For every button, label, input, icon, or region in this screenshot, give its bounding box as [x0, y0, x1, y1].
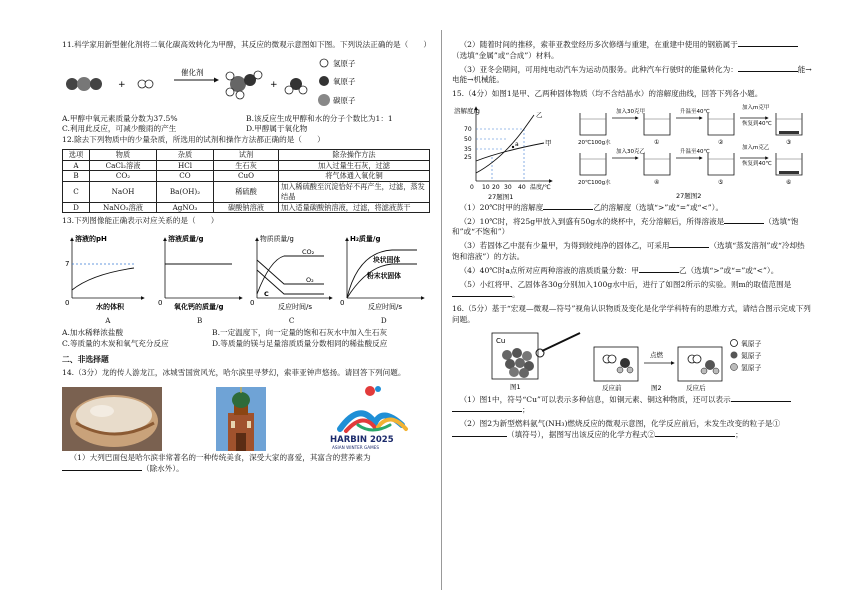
solubility-curve-figure [452, 103, 562, 201]
svg-text:升温至40℃: 升温至40℃ [680, 148, 710, 155]
svg-text:温度/℃: 温度/℃ [530, 183, 551, 191]
catalyst-label: 催化剂 [181, 67, 204, 77]
q13-options-2 [62, 339, 430, 350]
svg-text:反应前: 反应前 [602, 383, 622, 391]
svg-text:溶液的pH: 溶液的pH [75, 235, 107, 243]
svg-text:恢复到40℃: 恢复到40℃ [742, 120, 772, 127]
q14-sub1: （1）大列巴面包是哈尔滨非常著名的一种传统美食，深受大家的喜爱，其富含的营养素为（除水外）。 [62, 453, 430, 475]
plus-sign: + [270, 79, 278, 90]
table-row: A CaCl₂溶液 HCl 生石灰 加入过量生石灰，过滤 [63, 160, 430, 171]
svg-text:加入m克乙: 加入m克乙 [742, 144, 770, 151]
svg-text:加入30克乙: 加入30克乙 [616, 148, 645, 155]
q16-figure [452, 329, 812, 391]
svg-text:20℃100g水: 20℃100g水 [578, 139, 611, 146]
q15-sub1: （1）20℃时甲的溶解度 乙的溶解度（选填“>”或“=”或“<”）。 [459, 202, 724, 212]
atom-legend [318, 58, 356, 106]
section-2-heading: 二、非选择题 [62, 354, 109, 364]
q15-sub3: （3）若固体乙中混有少量甲，为得到较纯净的固体乙，可采用 （选填“蒸发溶剂”或“冷却热饱和溶液”）的方法。 [452, 241, 805, 262]
svg-text:50: 50 [464, 135, 472, 143]
svg-text:ASIAN WINTER GAMES: ASIAN WINTER GAMES [332, 445, 380, 451]
q13-option-c: C.等质量的木炭和氧气充分反应 [62, 338, 169, 348]
svg-text:氧原子: 氧原子 [741, 339, 762, 348]
q11-stem: 11.科学家用新型催化剂将二氧化碳高效转化为甲醇，其反应的微观示意图如下图。下列说法正确的是（ ） [62, 40, 431, 49]
svg-text:氧化钙的质量/g: 氧化钙的质量/g [174, 303, 224, 311]
q14-sub3: （3）亚冬会期间，可用纯电动汽车为运动员服务。此种汽车行驶时的能量转化为： 能→电能→机械能。 [452, 64, 812, 85]
svg-text:a: a [515, 140, 519, 148]
beaker-row-bottom [578, 143, 802, 186]
svg-text:③: ③ [786, 138, 792, 146]
svg-text:0: 0 [470, 183, 474, 191]
q11-option-a: A.甲醇中氧元素质量分数为37.5% [62, 113, 178, 123]
svg-text:加入30克甲: 加入30克甲 [616, 108, 645, 115]
svg-text:反应时间/s: 反应时间/s [368, 303, 403, 311]
svg-text:40: 40 [518, 183, 526, 191]
svg-text:O₂: O₂ [306, 276, 314, 284]
column-divider [441, 30, 442, 590]
co2-molecule [66, 77, 102, 91]
q14-sub2: （2）随着时间的推移，索菲亚教堂经历多次修缮与重建，在重建中使用的钢筋属于（选填“金属”或“合成”）材料。 [452, 40, 812, 62]
answer-blank[interactable] [62, 470, 142, 471]
graph-c [250, 234, 332, 311]
q16-sub1: （1）图1中，符号“Cu”可以表示多种信息，如铜元素、铜这种物质，还可以表示 ； [452, 395, 812, 417]
svg-text:CO₂: CO₂ [302, 248, 315, 256]
svg-text:20: 20 [492, 183, 500, 191]
ammonia-combustion-figure [594, 347, 722, 391]
table-row: C NaOH Ba(OH)₂ 稀硫酸 加入稀硫酸至沉淀恰好不再产生，过滤，蒸发结晶 [63, 182, 430, 202]
svg-text:0: 0 [65, 299, 70, 307]
q15-figures [452, 103, 812, 201]
q16-sub2: （2）图2为新型燃料氨气(NH₃)燃烧反应的微观示意图，化学反应前后，未发生改变的粒子是①（填符号），据图写出该反应的化学方程式② ； [452, 419, 812, 441]
plus-sign: + [118, 79, 126, 90]
q13-option-a: A.加水稀释浓盐酸 [62, 328, 124, 337]
svg-text:10: 10 [482, 183, 490, 191]
svg-text:HARBIN 2025: HARBIN 2025 [330, 435, 394, 446]
right-column [452, 40, 812, 444]
table-row: B CO₂ CO CuO 将气体通入氧化铜 [63, 171, 430, 182]
svg-text:反应时间/s: 反应时间/s [278, 303, 313, 311]
answer-blank[interactable] [452, 436, 507, 437]
q11-options-2 [62, 124, 430, 135]
answer-blank[interactable] [639, 272, 679, 273]
svg-text:氮原子: 氮原子 [741, 351, 762, 360]
svg-text:27题图2: 27题图2 [676, 191, 702, 200]
q16-stem: 16.（5分）基于“宏观—微观—符号”视角认识物质及变化是化学学科特有的思维方式，请结合图示完成下列问题。 [452, 304, 811, 324]
svg-text:20℃100g水: 20℃100g水 [578, 179, 611, 186]
water-molecule [285, 78, 307, 94]
beaker-row-top [578, 103, 802, 146]
svg-text:30: 30 [504, 183, 512, 191]
q12-stem: 12.除去下列物质中的少量杂质，所选用的试剂和操作方法都正确的是（ ） [62, 135, 325, 145]
harbin-2025-logo [320, 381, 430, 451]
table-header-row: 选项 物质 杂质 试剂 除杂操作方法 [63, 149, 430, 160]
answer-blank[interactable] [452, 296, 512, 297]
svg-text:图2: 图2 [651, 383, 662, 391]
answer-blank[interactable] [543, 209, 593, 210]
q15-sub4: （4）40℃时a点所对应两种溶液的溶质质量分数：甲 乙（选填“>”或“=”或“<”）。 [459, 265, 779, 275]
svg-text:27题图1: 27题图1 [488, 192, 514, 201]
svg-text:35: 35 [464, 145, 472, 153]
svg-text:0: 0 [158, 299, 163, 307]
q13-stem: 13.下列图像能正确表示对应关系的是（ ） [62, 216, 219, 226]
svg-text:0: 0 [250, 299, 255, 307]
svg-text:7: 7 [65, 260, 70, 268]
svg-text:C: C [264, 290, 269, 298]
svg-text:升温至40℃: 升温至40℃ [680, 108, 710, 115]
q14-images [62, 381, 430, 451]
methanol-molecule [226, 71, 262, 99]
svg-text:氢原子: 氢原子 [333, 58, 356, 68]
svg-text:0: 0 [340, 299, 345, 307]
answer-blank[interactable] [669, 247, 709, 248]
answer-blank[interactable] [452, 411, 522, 412]
q15-sub2: （2）10℃时，将25g甲放入到盛有50g水的烧杯中，充分溶解后，所得溶液是 （选填“饱和”或“不饱和”） [452, 216, 799, 237]
q11-reaction-diagram [62, 54, 430, 110]
q13-graphs [62, 230, 430, 312]
svg-text:反应后: 反应后 [686, 383, 706, 391]
answer-blank[interactable] [655, 436, 735, 437]
copper-atoms-figure [492, 333, 538, 391]
q11-option-b: B.该反应生成甲醇和水的分子个数比为1：1 [246, 113, 393, 123]
table-row: D NaNO₃溶液 AgNO₃ 碳酸钠溶液 加入适量碳酸钠溶液，过滤，将滤液蒸干 [63, 202, 430, 213]
svg-text:点燃: 点燃 [650, 350, 663, 359]
q11-option-d: D.甲醇属于氧化物 [246, 124, 308, 134]
q13-option-d: D.等质量的镁与足量溶质质量分数相同的稀盐酸反应 [212, 338, 388, 348]
svg-text:加入m克甲: 加入m克甲 [742, 104, 770, 111]
q15-stem: 15.（4分）如图1是甲、乙两种固体物质（均不含结晶水）的溶解度曲线，回答下列各小题。 [452, 89, 763, 99]
answer-blank[interactable] [738, 71, 798, 72]
graph-d [340, 234, 424, 311]
q11-option-c: C.利用此反应，可减少酸雨的产生 [62, 124, 177, 134]
q12-table [62, 149, 430, 213]
svg-text:70: 70 [464, 125, 472, 133]
svg-text:①: ① [654, 138, 660, 146]
graph-b [158, 234, 242, 311]
svg-text:甲: 甲 [545, 138, 552, 147]
svg-text:物质质量/g: 物质质量/g [260, 235, 294, 243]
q13-option-b: B.一定温度下，向一定量的饱和石灰水中加入生石灰 [212, 328, 388, 337]
svg-text:25: 25 [464, 153, 472, 161]
svg-text:碳原子: 碳原子 [333, 95, 356, 105]
svg-text:块状固体: 块状固体 [373, 256, 401, 264]
svg-text:粉末状固体: 粉末状固体 [367, 272, 401, 280]
atom-legend [731, 339, 762, 372]
svg-text:恢复到40℃: 恢复到40℃ [742, 160, 772, 167]
q11-options [62, 114, 430, 125]
answer-blank[interactable] [731, 401, 791, 402]
svg-text:溶解度/g: 溶解度/g [454, 106, 480, 115]
dissolution-experiment-figure [576, 103, 812, 201]
bread-photo [62, 387, 162, 451]
h2-molecule [138, 80, 153, 88]
svg-text:氢原子: 氢原子 [741, 363, 762, 372]
svg-text:⑥: ⑥ [786, 178, 792, 186]
cathedral-photo [216, 387, 266, 451]
svg-text:水的体积: 水的体积 [96, 303, 124, 311]
svg-text:溶液质量/g: 溶液质量/g [168, 235, 204, 243]
svg-text:H₂质量/g: H₂质量/g [350, 235, 381, 243]
q14-stem: 14.（3分）龙的传人游龙江，冰城雪国赏风光，哈尔滨里寻梦幻，索菲亚钟声悠扬。请回答下列问题。 [62, 367, 406, 377]
magnifier-icon [536, 333, 580, 357]
svg-text:乙: 乙 [536, 110, 543, 119]
left-column [62, 40, 430, 478]
q13-graph-letters: A B C D [105, 315, 387, 325]
svg-text:④: ④ [654, 178, 660, 186]
q13-options [62, 328, 430, 339]
svg-text:Cu: Cu [496, 336, 506, 345]
svg-text:图1: 图1 [510, 382, 521, 391]
svg-text:氧原子: 氧原子 [333, 76, 356, 86]
svg-text:②: ② [718, 138, 724, 146]
graph-a [65, 234, 144, 311]
answer-blank[interactable] [738, 46, 798, 47]
svg-text:⑤: ⑤ [718, 178, 724, 186]
q15-sub5: （5）小红将甲、乙固体各30g分别加入100g水中后，进行了如图2所示的实验。则m的取值范围是。 [452, 280, 812, 302]
answer-blank[interactable] [724, 223, 764, 224]
